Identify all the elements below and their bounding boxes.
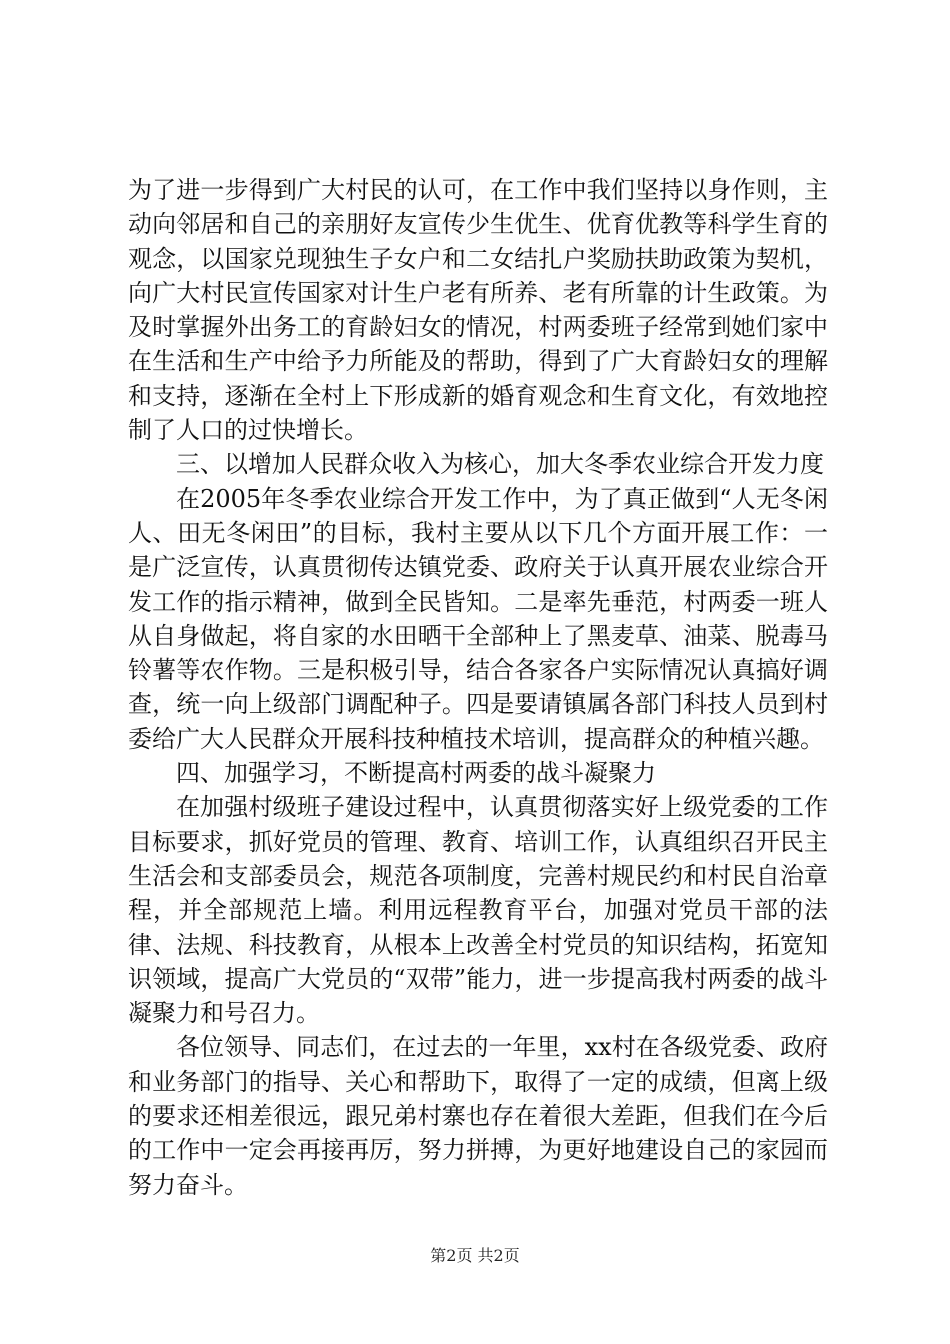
- paragraph-closing: 各位领导、同志们，在过去的一年里，xx村在各级党委、政府和业务部门的指导、关心和帮助下，取得了一定的成绩，但离上级的要求还相差很远，跟兄弟村寨也存在着很大差距，但我们在今后的工作中一定会再接再厉，努力拼搏，为更好地建设自己的家园而努力奋斗。: [128, 1033, 828, 1199]
- document-body: [128, 173, 828, 1202]
- paragraph-family-planning: 为了进一步得到广大村民的认可，在工作中我们坚持以身作则，主动向邻居和自己的亲朋好友宣传少生优生、优育优教等科学生育的观念，以国家兑现独生子女户和二女结扎户奖励扶助政策为契机，向广大村民宣传国家对计生户老有所养、老有所靠的计生政策。为及时掌握外出务工的育龄妇女的情况，村两委班子经常到她们家中在生活和生产中给予力所能及的帮助，得到了广大育龄妇女的理解和支持，逐渐在全村上下形成新的婚育观念和生育文化，有效地控制了人口的过快增长。: [128, 176, 828, 445]
- page-footer: 第2页 共2页: [430, 1246, 520, 1265]
- heading-section-four: 四、加强学习，不断提高村两委的战斗凝聚力: [176, 759, 656, 788]
- heading-section-three: 三、以增加人民群众收入为核心，加大冬季农业综合开发力度: [176, 450, 824, 479]
- paragraph-team-building: 在加强村级班子建设过程中，认真贯彻落实好上级党委的工作目标要求，抓好党员的管理、教育、培训工作，认真组织召开民主生活会和支部委员会，规范各项制度，完善村规民约和村民自治章程，并全部规范上墙。利用远程教育平台，加强对党员干部的法律、法规、科技教育，从根本上改善全村党员的知识结构，拓宽知识领域，提高广大党员的“双带”能力，进一步提高我村两委的战斗凝聚力和号召力。: [128, 793, 828, 1028]
- paragraph-agriculture: 在2005年冬季农业综合开发工作中，为了真正做到“人无冬闲人、田无冬闲田”的目标，我村主要从以下几个方面开展工作：一是广泛宣传，认真贯彻传达镇党委、政府关于认真开展农业综合开发工作的指示精神，做到全民皆知。二是率先垂范，村两委一班人从自身做起，将自家的水田晒干全部种上了黑麦草、油菜、脱毒马铃薯等农作物。三是积极引导，结合各家各户实际情况认真搞好调查，统一向上级部门调配种子。四是要请镇属各部门科技人员到村委给广大人民群众开展科技种植技术培训，提高群众的种植兴趣。: [128, 484, 828, 753]
